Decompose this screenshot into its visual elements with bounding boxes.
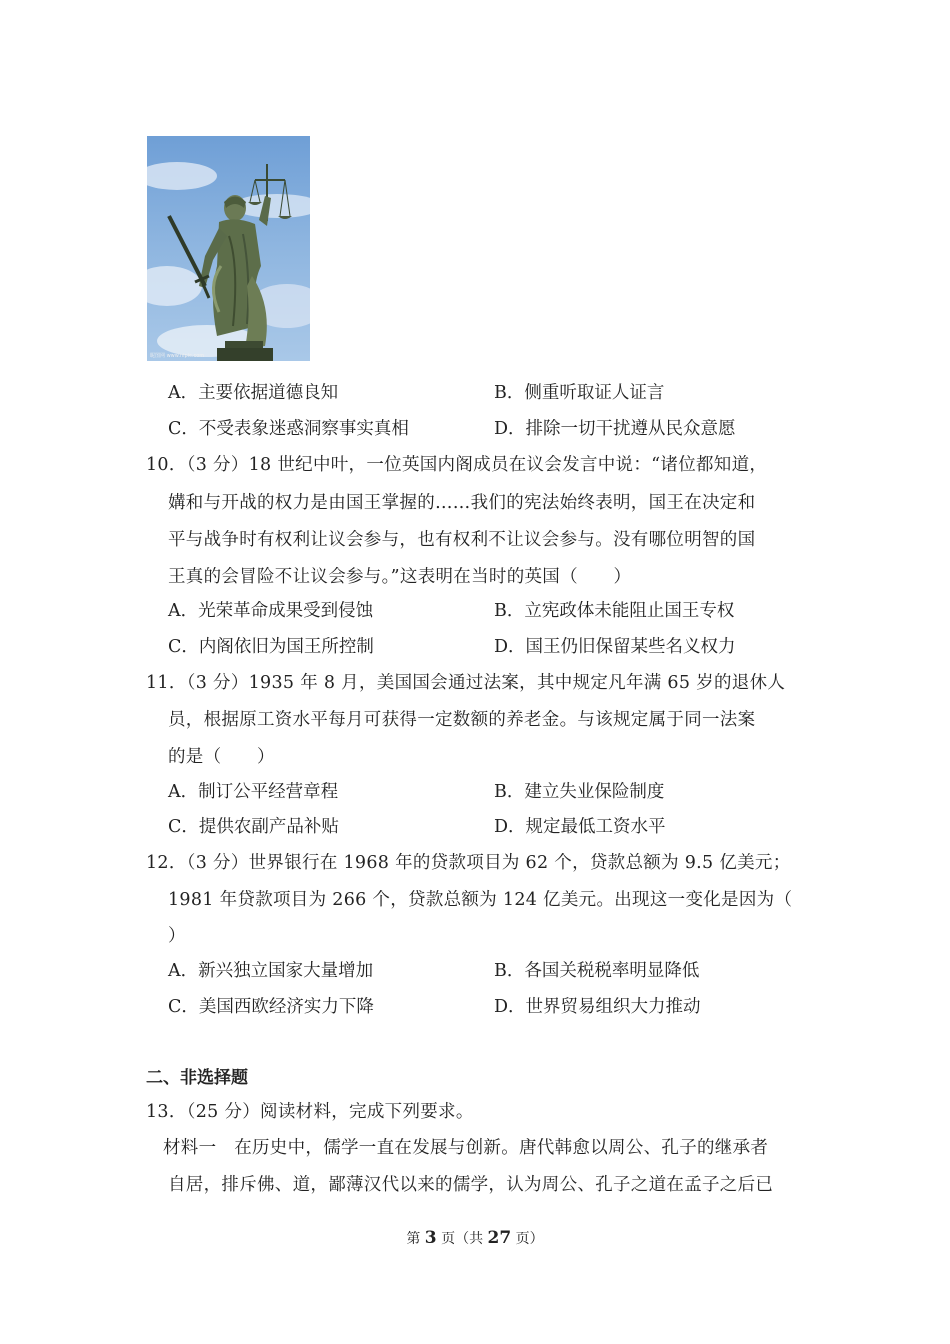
q10-line-2: 媾和与开战的权力是由国王掌握的……我们的宪法始终表明，国王在决定和 xyxy=(168,493,756,513)
justice-statue-image xyxy=(147,136,310,361)
q11-option-b: B．建立失业保险制度 xyxy=(494,782,665,802)
q10-line-1: 10．（3 分）18 世纪中叶，一位英国内阁成员在议会发言中说：“诸位都知道， xyxy=(146,455,768,475)
q12-option-a: A．新兴独立国家大量增加 xyxy=(168,961,374,981)
section-title: 二、非选择题 xyxy=(146,1068,248,1088)
footer-middle: 页（共 xyxy=(441,1231,484,1247)
q11-option-a: A．制订公平经营章程 xyxy=(168,782,339,802)
q9-option-b: B．侧重听取证人证言 xyxy=(494,383,665,403)
q12-line-1: 12．（3 分）世界银行在 1968 年的贷款项目为 62 个，贷款总额为 9.5 亿美元； xyxy=(146,853,791,873)
footer-page-number: 3 xyxy=(424,1228,437,1248)
q11-option-d: D．规定最低工资水平 xyxy=(494,817,666,837)
q10-option-c: C．内阁依旧为国王所控制 xyxy=(168,637,374,657)
q11-line-3: 的是（ ） xyxy=(168,747,275,767)
footer-prefix: 第 xyxy=(406,1231,421,1247)
watermark-text: 昵图网 www.nipic.com xyxy=(150,353,205,359)
q12-option-b: B．各国关税税率明显降低 xyxy=(494,961,700,981)
q9-option-a: A．主要依据道德良知 xyxy=(168,383,339,403)
q13-line-2: 材料一 在历史中，儒学一直在发展与创新。唐代韩愈以周公、孔子的继承者 xyxy=(163,1138,769,1158)
q13-line-1: 13．（25 分）阅读材料，完成下列要求。 xyxy=(146,1102,474,1122)
q11-option-c: C．提供农副产品补贴 xyxy=(168,817,339,837)
q9-option-c: C．不受表象迷惑洞察事实真相 xyxy=(168,419,409,439)
q12-option-d: D．世界贸易组织大力推动 xyxy=(494,997,701,1017)
q10-line-4: 王真的会冒险不让议会参与。”这表明在当时的英国（ ） xyxy=(168,567,632,587)
q13-line-3: 自居，排斥佛、道，鄙薄汉代以来的儒学，认为周公、孔子之道在孟子之后已 xyxy=(168,1175,774,1195)
q9-option-d: D．排除一切干扰遵从民众意愿 xyxy=(494,419,736,439)
q11-line-1: 11．（3 分）1935 年 8 月，美国国会通过法案，其中规定凡年满 65 岁的退休人 xyxy=(146,673,786,693)
q10-option-b: B．立宪政体未能阻止国王专权 xyxy=(494,601,735,621)
footer-total-pages: 27 xyxy=(487,1228,512,1248)
q12-line-2: 1981 年贷款项目为 266 个，贷款总额为 124 亿美元。出现这一变化是因为（ xyxy=(168,890,793,910)
page-footer xyxy=(0,1228,950,1249)
footer-suffix: 页） xyxy=(515,1231,544,1247)
q12-option-c: C．美国西欧经济实力下降 xyxy=(168,997,374,1017)
q11-line-2: 员，根据原工资水平每月可获得一定数额的养老金。与该规定属于同一法案 xyxy=(168,710,756,730)
q10-option-d: D．国王仍旧保留某些名义权力 xyxy=(494,637,736,657)
q10-line-3: 平与战争时有权利让议会参与，也有权利不让议会参与。没有哪位明智的国 xyxy=(168,530,756,550)
q12-line-3: ） xyxy=(168,926,186,946)
q10-option-a: A．光荣革命成果受到侵蚀 xyxy=(168,601,374,621)
